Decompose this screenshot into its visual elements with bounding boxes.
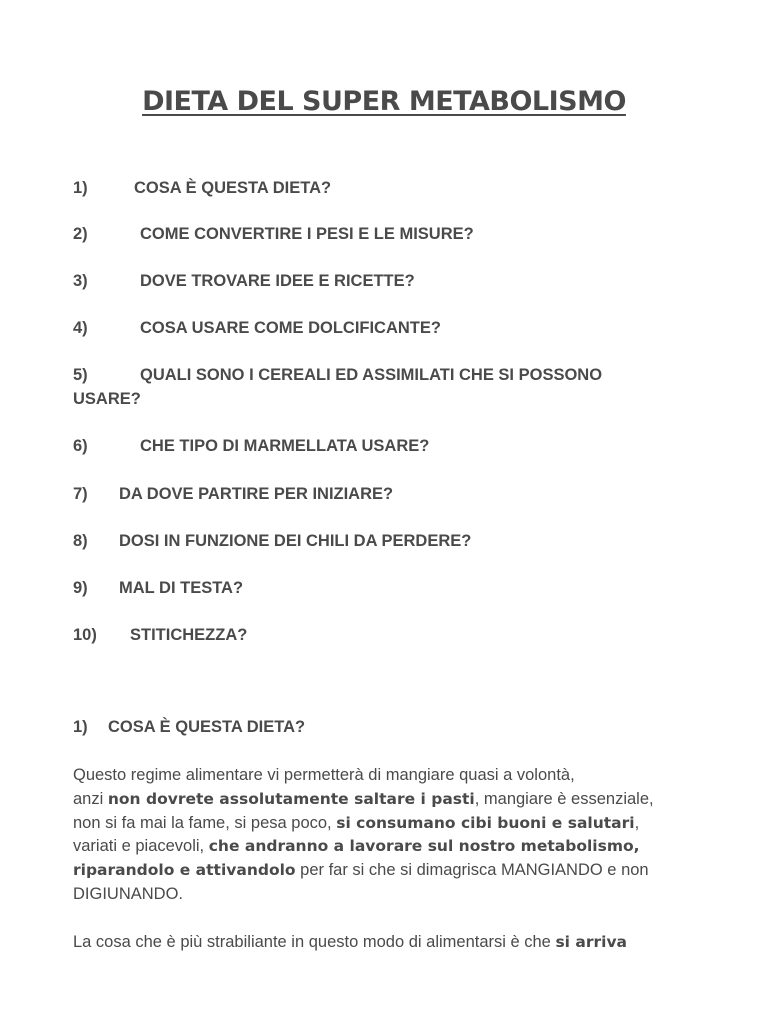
toc-item-text: COME CONVERTIRE I PESI E LE MISURE? [140, 225, 474, 243]
section-heading [73, 718, 305, 737]
paragraph-text: La cosa che è più strabiliante in questo modo di alimentarsi è che [73, 933, 556, 951]
toc-item-number: 8) [73, 532, 88, 550]
body-paragraph [73, 764, 698, 907]
paragraph-text: DIGIUNANDO. [73, 884, 184, 903]
paragraph-text: , [634, 813, 640, 832]
paragraph-bold-text: non dovrete assolutamente saltare i pasti [107, 789, 475, 808]
paragraph-bold-text: che andranno a lavorare sul nostro metabolismo, [208, 837, 640, 856]
toc-item-text: COSA È QUESTA DIETA? [134, 179, 332, 197]
toc-item-1 [73, 176, 693, 200]
toc-item-number: 7) [73, 485, 88, 503]
paragraph-text: Questo regime alimentare vi permetterà di mangiare quasi a volontà, [73, 766, 575, 784]
toc-item-number: 5) [73, 366, 88, 384]
toc-item-number: 1) [73, 179, 88, 197]
toc-item-number: 10) [73, 626, 97, 644]
toc-item-8 [73, 529, 693, 553]
paragraph-text: , mangiare è essenziale, [474, 789, 654, 808]
toc-item-10 [73, 623, 693, 647]
toc-item-7 [73, 482, 693, 506]
toc-item-text: STITICHEZZA? [130, 626, 248, 644]
toc-item-2 [73, 222, 693, 246]
toc-item-text: MAL DI TESTA? [119, 579, 244, 597]
paragraph-bold-text: riparandolo e attivandolo [73, 861, 296, 880]
toc-item-5 [73, 363, 693, 411]
paragraph-bold-text: si consumano cibi buoni e salutari [336, 813, 635, 832]
body-paragraph [73, 931, 698, 955]
toc-item-text: DOVE TROVARE IDEE E RICETTE? [140, 272, 415, 290]
toc-item-text: DA DOVE PARTIRE PER INIZIARE? [119, 485, 394, 503]
section-number: 1) [73, 718, 88, 736]
document-title: DIETA DEL SUPER METABOLISMO [142, 86, 626, 117]
toc-item-text: QUALI SONO I CEREALI ED ASSIMILATI CHE SI POSSONO [140, 366, 603, 384]
toc-item-text: CHE TIPO DI MARMELLATA USARE? [140, 437, 430, 455]
toc-item-4 [73, 316, 693, 340]
paragraph-text: per far si che si dimagrisca MANGIANDO e non [295, 861, 649, 880]
toc-item-3 [73, 269, 693, 293]
toc-item-text-continued: USARE? [73, 390, 141, 408]
toc-item-number: 2) [73, 225, 88, 243]
paragraph-text: non si fa mai la fame, si pesa poco, [73, 813, 337, 832]
section-heading-text: COSA È QUESTA DIETA? [108, 718, 306, 736]
toc-item-number: 6) [73, 437, 88, 455]
toc-item-text: COSA USARE COME DOLCIFICANTE? [140, 319, 441, 337]
paragraph-bold-text: si arriva [555, 933, 628, 951]
toc-item-number: 9) [73, 579, 88, 597]
toc-item-number: 4) [73, 319, 88, 337]
paragraph-text: anzi [73, 789, 108, 808]
toc-item-text: DOSI IN FUNZIONE DEI CHILI DA PERDERE? [119, 532, 472, 550]
paragraph-text: variati e piacevoli, [73, 837, 209, 856]
toc-item-9 [73, 576, 693, 600]
toc-item-number: 3) [73, 272, 88, 290]
toc-item-6 [73, 434, 693, 458]
